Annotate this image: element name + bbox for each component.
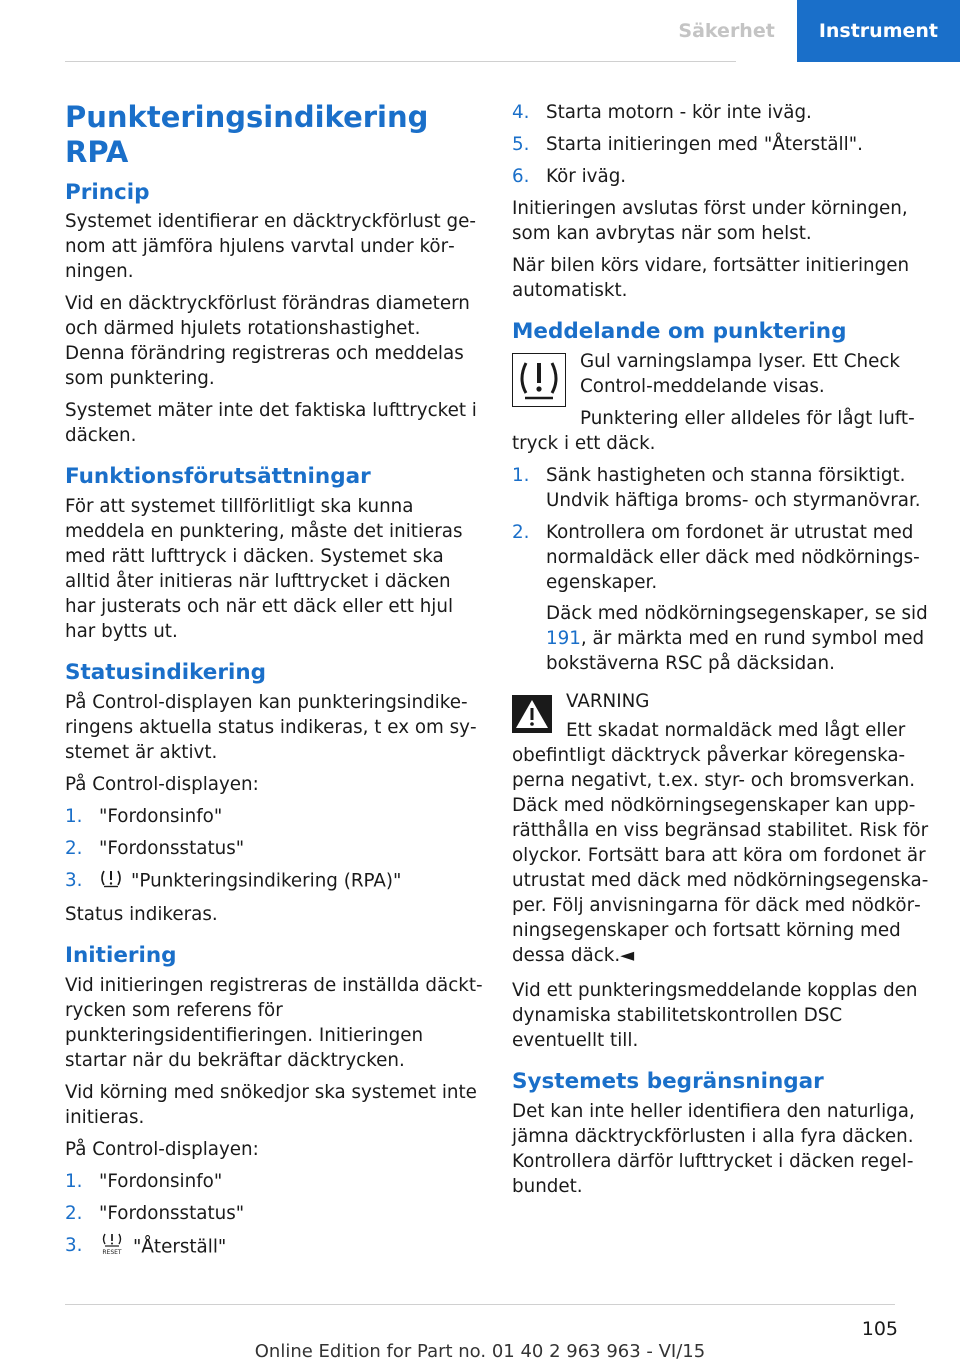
step-number: 3. [65, 1234, 83, 1256]
init-heading: Initiering [65, 942, 177, 968]
step-text: Sänk hastigheten och stanna försiktigt. Undvik häftiga broms- och styrmanövrar. [546, 464, 921, 511]
status-p1: På Control-displayen kan punkteringsindikeringens aktuella status indikeras, t ex om systemet är aktivt. [65, 691, 477, 763]
chapter-header [656, 0, 960, 62]
list-item [512, 520, 930, 682]
right-column [512, 100, 930, 1206]
list-item [65, 1201, 483, 1226]
step-number: 2. [65, 1202, 83, 1224]
list-item [65, 1233, 483, 1262]
status-p2: På Control-displayen: [65, 773, 259, 795]
message-steps [512, 463, 930, 682]
step-text: "Fordonsinfo" [99, 805, 223, 827]
init-steps-continued [512, 100, 930, 189]
limits-heading: Systemets begränsningar [512, 1068, 824, 1094]
principle-p3: Systemet mäter inte det faktiska lufttrycket i däcken. [65, 400, 477, 447]
prereq-heading: Funktionsförutsättningar [65, 464, 371, 490]
list-item [512, 164, 930, 189]
init-p2: Vid körning med snökedjor ska systemet inte initieras. [65, 1081, 477, 1128]
tire-pressure-warning-icon [512, 353, 566, 411]
rsc-note [546, 601, 930, 676]
message-p1: Gul varningslampa lyser. Ett Check Control-meddelande visas. [580, 350, 901, 397]
list-item [65, 1169, 483, 1194]
rsc-note-post: , är märkta med en rund symbol med bokstäverna RSC på däcksidan. [546, 627, 925, 674]
status-p3: Status indikeras. [65, 903, 218, 925]
tab-instrument[interactable]: Instrument [797, 0, 960, 62]
warning-text: Ett skadat normaldäck med lågt eller obefintligt däcktryck påverkar köregenskaperna negativt, t.ex. styr- och bromsverkan. Däck med nödkörningsegenskaper kan upprätthålla en viss begränsad stabilitet. Risk för olyckor. Fortsätt bara att köra om fordonet är utrustat med däck med nödkörningsegenskaper. Följ anvisningarna för däck med nödkörningsegenskaper och fortsatt körning med dessa däck.◄ [512, 719, 929, 966]
limits-p1: Det kan inte heller identifiera den naturliga, jämna däcktryckförlusten i alla fyra däcken. Kontrollera därför lufttrycket i däcken regelbundet. [512, 1100, 915, 1197]
step-text: Kontrollera om fordonet är utrustat med normaldäck eller däck med nödkörningsegenskaper. [546, 521, 920, 593]
step-text: "Fordonsstatus" [99, 837, 245, 859]
page-link-191[interactable]: 191 [546, 627, 581, 649]
header-divider [65, 61, 736, 62]
step-number: 2. [512, 521, 530, 543]
prereq-p1: För att systemet tillförlitligt ska kunna meddela en punktering, måste det initieras med rätt lufttryck i däcken. Systemet ska alltid åter initieras när lufttrycket i däcken har justerats och när ett däck eller ett hjul har bytts ut. [65, 496, 463, 643]
page-title: Punkteringsindikering RPA [65, 100, 429, 169]
warning-triangle-icon [512, 695, 552, 737]
init-steps [65, 1169, 483, 1262]
principle-p2: Vid en däcktryckförlust förändras diametern och därmed hjulets rotationshastighet. Denna förändring registreras och meddelas som punktering. [65, 293, 470, 390]
status-heading: Statusindikering [65, 660, 267, 686]
reset-icon-label: RESET [102, 1248, 122, 1255]
step-number: 2. [65, 837, 83, 859]
list-item [512, 132, 930, 157]
init-p3: På Control-displayen: [65, 1138, 259, 1160]
status-steps [65, 804, 483, 895]
dsc-note: Vid ett punkteringsmeddelande kopplas den dynamiska stabilitetskontrollen DSC eventuellt till. [512, 979, 918, 1051]
step-number: 1. [512, 464, 530, 486]
list-item [65, 804, 483, 829]
rsc-note-pre: Däck med nödkörningsegenskaper, se sid [546, 602, 928, 624]
principle-p1: Systemet identifierar en däcktryckförlust genom att jämföra hjulens varvtal under körningen. [65, 211, 476, 283]
edition-footer: Online Edition for Part no. 01 40 2 963 963 - VI/15 [254, 1341, 706, 1362]
footer-divider [65, 1304, 895, 1305]
init-end-p2: När bilen körs vidare, fortsätter initieringen automatiskt. [512, 255, 910, 301]
message-heading: Meddelande om punktering [512, 319, 847, 344]
list-item [512, 463, 930, 513]
step-text: "Återställ" [133, 1236, 227, 1258]
left-column [65, 100, 483, 1269]
message-p2: Punktering eller alldeles för lågt lufttryck i ett däck. [512, 407, 915, 454]
step-number: 1. [65, 1170, 83, 1192]
step-number: 4. [512, 102, 530, 123]
step-number: 6. [512, 166, 530, 187]
list-item [65, 868, 483, 895]
step-text: "Punkteringsindikering (RPA)" [131, 870, 402, 892]
step-number: 1. [65, 805, 83, 827]
tire-reset-icon [99, 1233, 125, 1262]
list-item [512, 100, 930, 125]
init-p1: Vid initieringen registreras de inställda däcktrycken som referens för punkteringsidentifieringen. Initieringen startar när du bekräftar däcktrycken. [65, 974, 483, 1071]
tire-pressure-icon [99, 868, 123, 895]
step-text: "Fordonsinfo" [99, 1170, 223, 1192]
step-text: Kör iväg. [546, 166, 627, 187]
warning-light-block [512, 349, 930, 463]
tab-safety[interactable]: Säkerhet [656, 0, 796, 62]
init-end-p1: Initieringen avslutas först under körningen, som kan avbrytas när som helst. [512, 198, 908, 244]
principle-heading: Princip [65, 179, 150, 205]
page-number: 105 [861, 1318, 898, 1340]
warning-label: VARNING [566, 690, 650, 712]
warning-block [512, 689, 930, 968]
step-number: 5. [512, 134, 530, 155]
list-item [65, 836, 483, 861]
step-text: "Fordonsstatus" [99, 1202, 245, 1224]
step-number: 3. [65, 869, 83, 891]
step-text: Starta motorn - kör inte iväg. [546, 102, 812, 123]
step-text: Starta initieringen med "Återställ". [546, 134, 863, 155]
